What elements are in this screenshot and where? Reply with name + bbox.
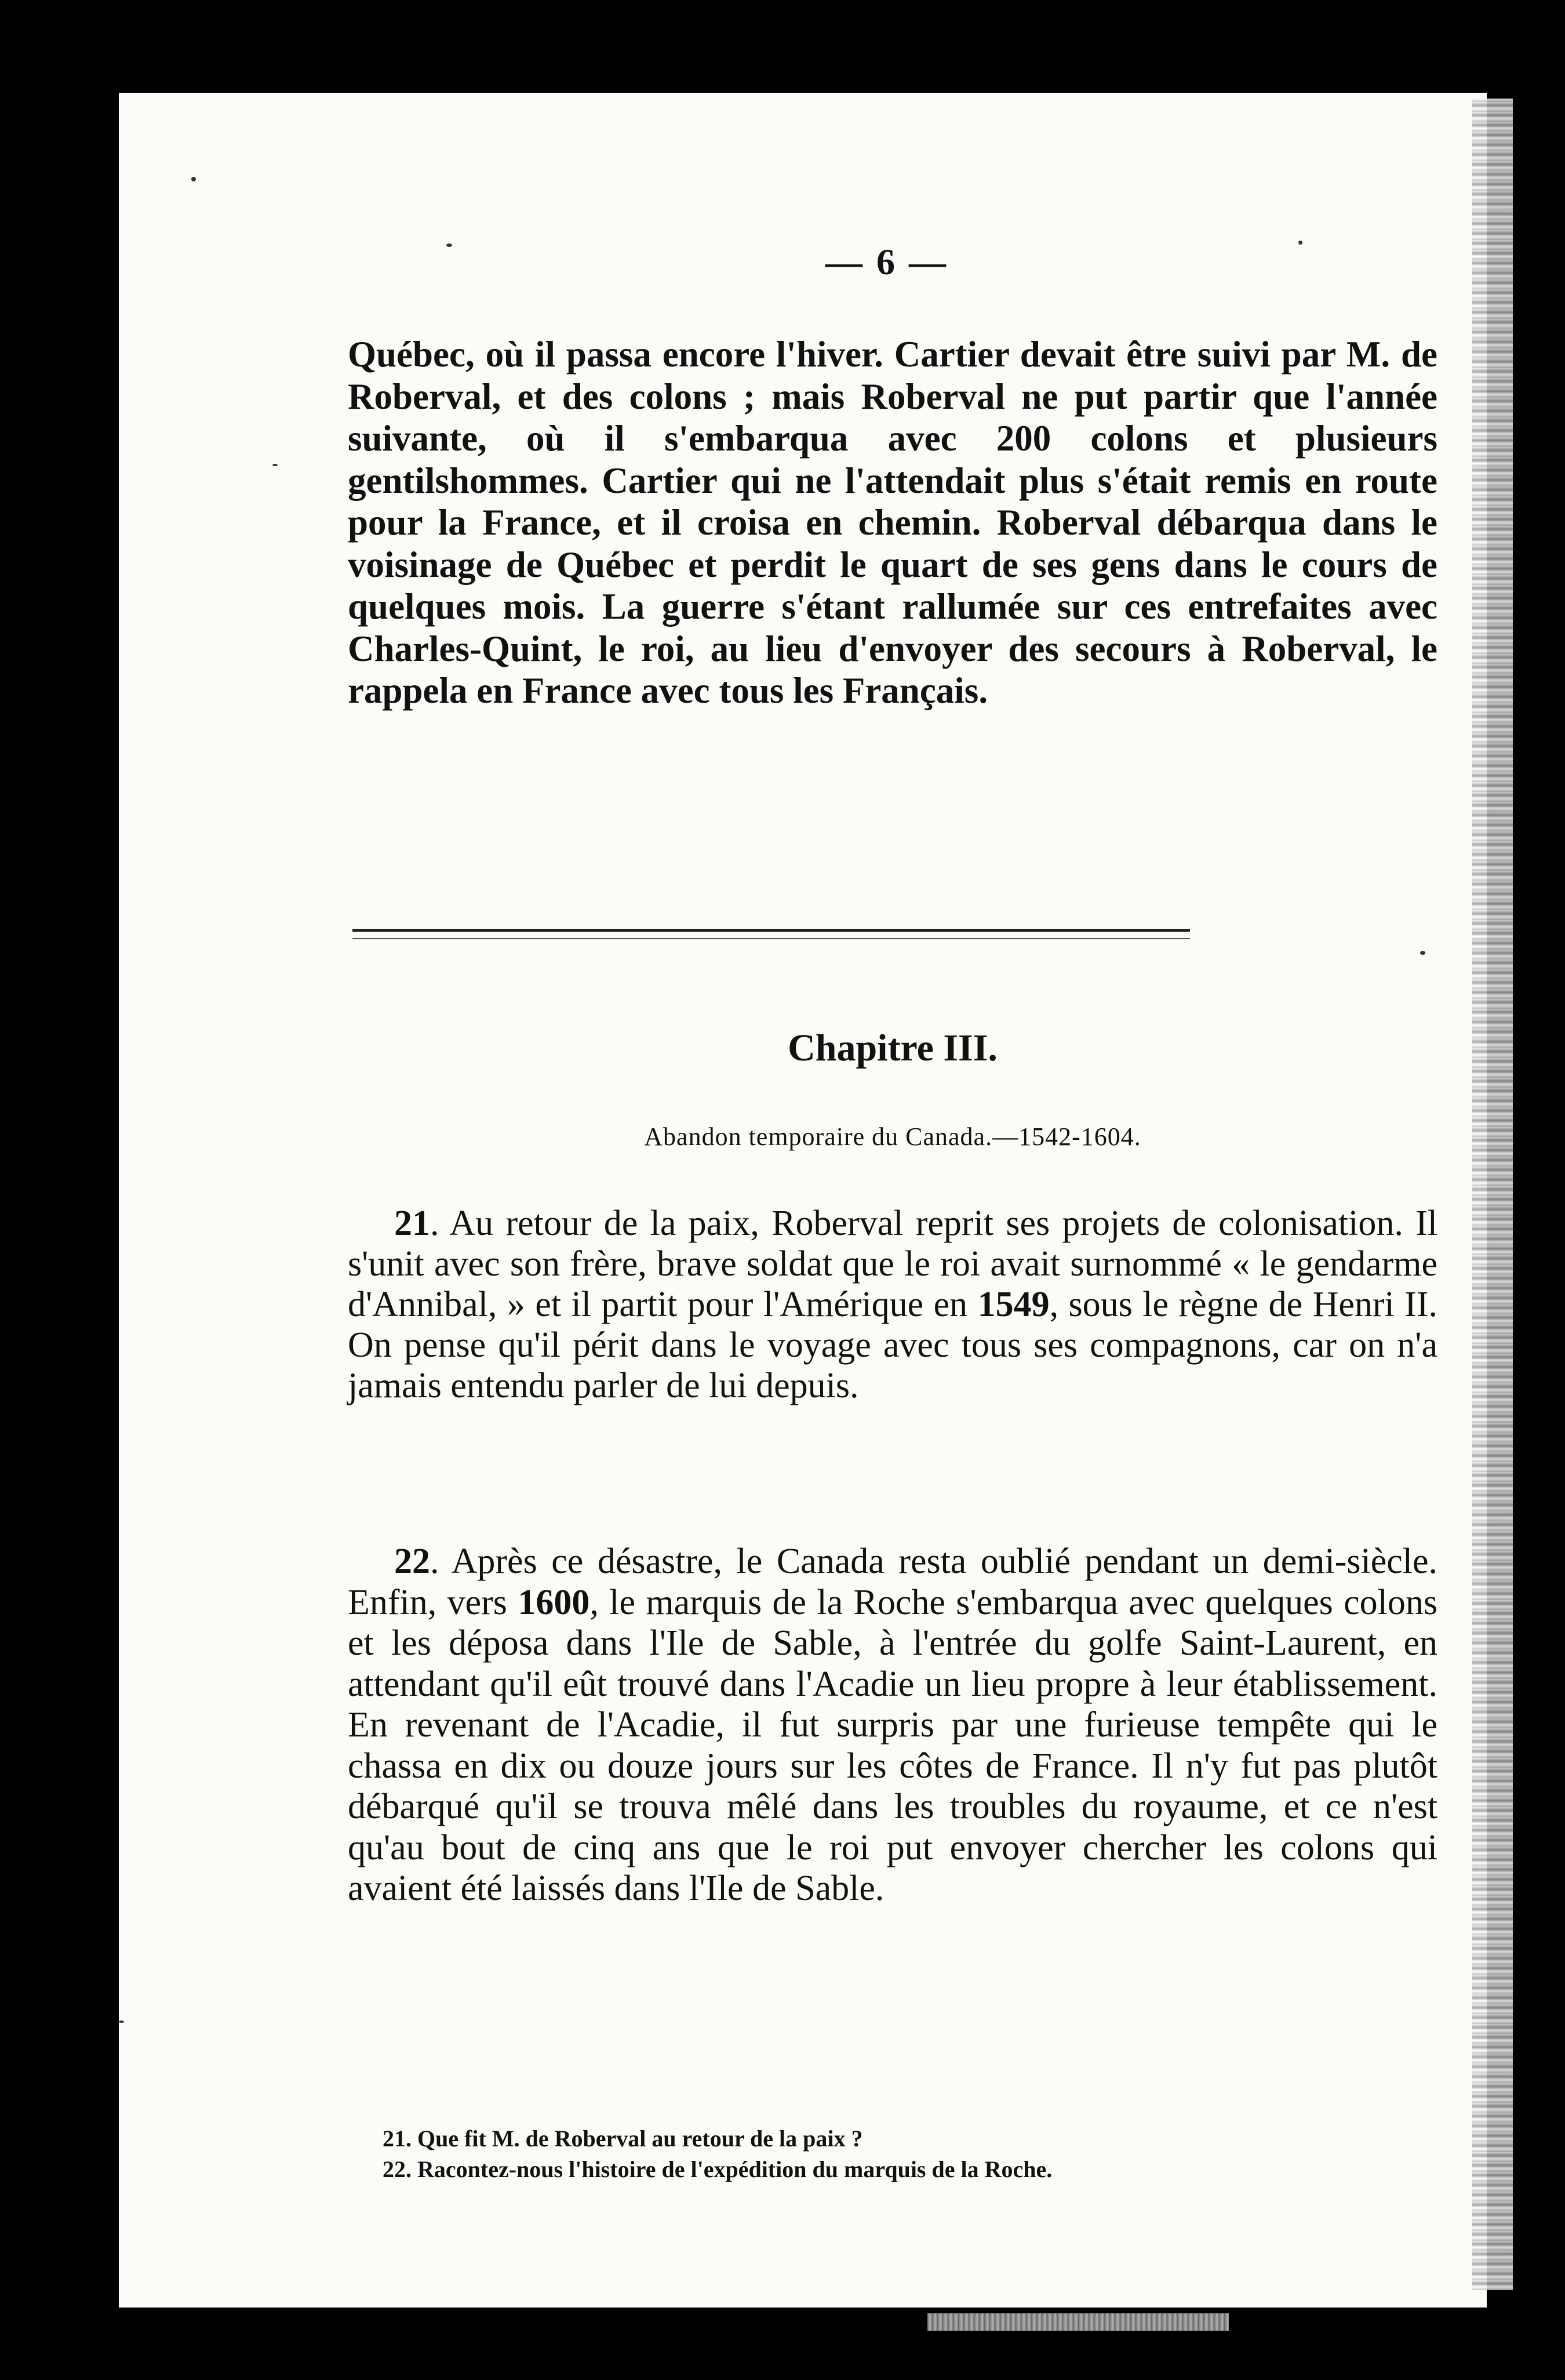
paragraph-number: 22 [394,1542,430,1581]
speck [119,2021,124,2023]
question-22: 22. Racontez-nous l'histoire de l'expédition du marquis de la Roche. [383,2156,1053,2182]
top-text-1: Québec, où il passa encore l'hiver. Cartier devait être suivi par [348,334,1346,375]
paragraph-text: . Après ce désastre, le Canada resta oublié pendant un demi-siècle. Enfin, vers [348,1542,1437,1622]
speck [272,464,278,466]
speck [1420,951,1425,955]
section-divider-thin [352,938,1190,939]
top-text-5: colons et plusieurs gentilshommes. Cartier qui ne l'attendait plus s'était remis en route pour la France, et il croisa en chemin. Roberval débarqua dans le voisinage de Québec et perdit le quart de ses gens dans le cours de quelques mois. La guerre s'étant rallumée sur ces entrefaites avec Charles-Quint, le roi, au lieu d'envoyer des secours à Roberval, le rappela en France avec tous les Français. [348,418,1437,711]
section-divider [352,929,1190,932]
top-paragraph [348,333,1437,712]
speck [446,244,452,247]
paragraph-number: 21 [394,1204,430,1243]
paragraph-text: , le marquis de la Roche s'embarqua avec quelques colons et les déposa dans l'Ile de Sable, à l'entrée du golfe Saint-Laurent, en attendant qu'il eût trouvé dans l'Acadie un lieu propre à leur établissement. En revenant de l'Acadie, il fut surpris par une furieuse tempête qui le chassa en dix ou douze jours sur les côtes de France. Il n'y fut pas plutôt débarqué qu'il se trouva mêlé dans les troubles du royaume, et ce n'est qu'au bout de cinq ans que le roi put envoyer chercher les colons qui avaient été laissés dans l'Ile de Sable. [348,1582,1438,1908]
paragraph-22 [348,1541,1437,1909]
chapter-title: Chapitre III. [788,1027,998,1069]
top-text-3: ; mais Roberval ne put partir que l'année suivante, où il s'embarqua avec [348,376,1437,459]
page-edge-right [1472,99,1513,2290]
paragraph-year: 1600 [518,1582,590,1622]
speck [1298,241,1302,245]
paragraph-year: 1549 [977,1285,1050,1324]
speck [191,177,196,181]
page-number: — 6 — [825,241,948,282]
question-21: 21. Que fit M. de Roberval au retour de la paix ? [383,2125,863,2152]
page-edge-bottom [927,2313,1229,2331]
chapter-subtitle: Abandon temporaire du Canada.—1542-1604. [644,1122,1141,1151]
paragraph-text: , sous le règne de Henri II. On pense qu'il périt dans le voyage avec tous ses compagnons, car on n'a jamais entendu parler de lui depuis. [348,1285,1437,1405]
paragraph-text: . Au retour de la paix, Roberval reprit ses projets de colonisation. Il s'unit avec son frère, brave soldat que le roi avait surnommé « le gendarme d'Annibal, » et il partit pour l'Amérique en [348,1204,1437,1324]
top-text-2: M. de Roberval, et des colons [348,334,1438,417]
paragraph-21 [348,1203,1437,1406]
top-text-4: 200 [996,418,1051,459]
